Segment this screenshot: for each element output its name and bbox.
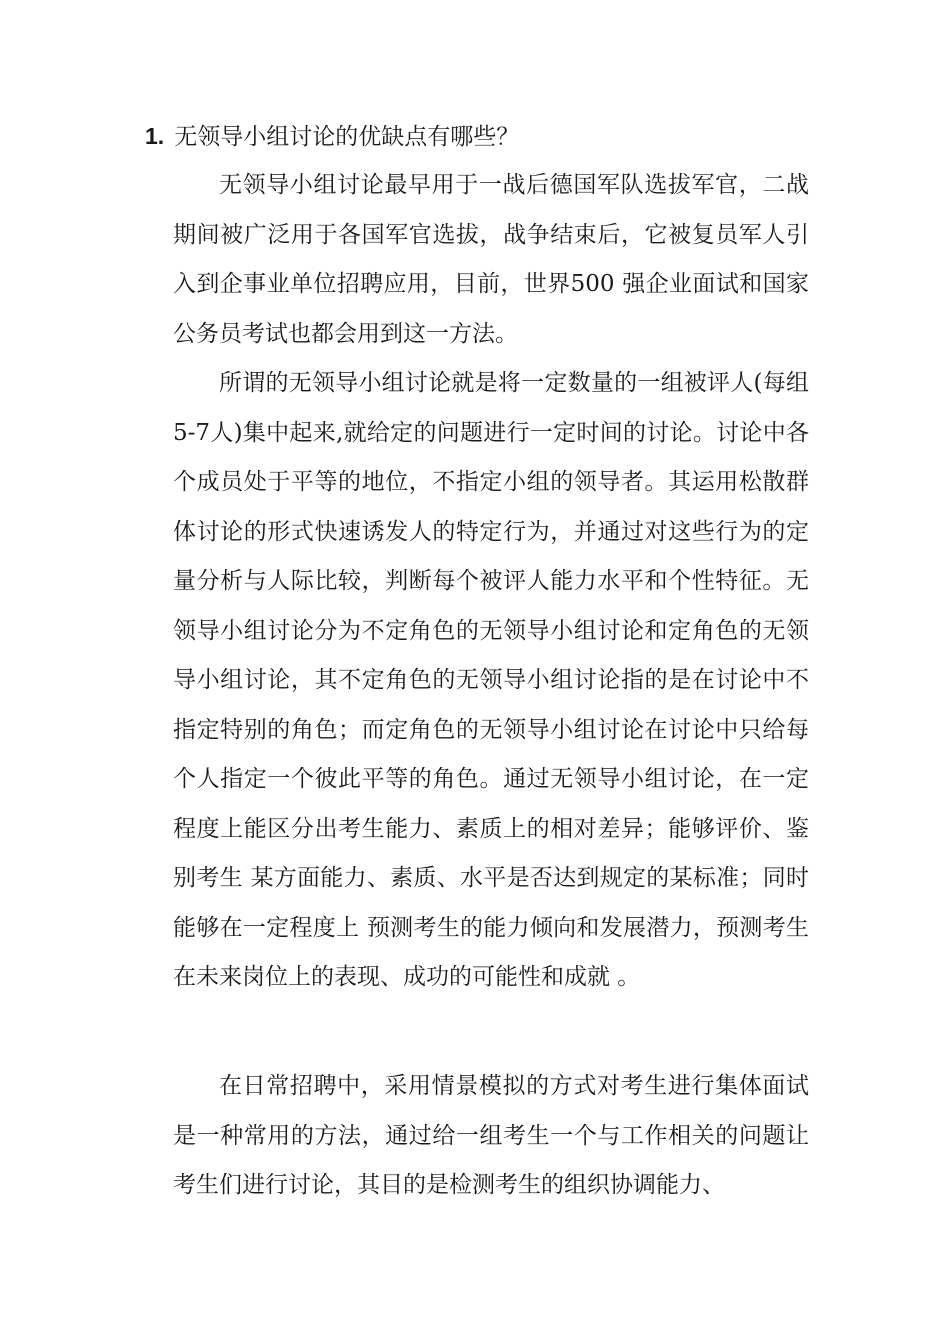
paragraph-text: 所谓的无领导小组讨论就是将一定数量的一组被评人(每组5-7人)集中起来,就给定的问题进行一定时间的讨论。讨论中各个成员处于平等的地位，不指定小组的领导者。其运用松散群体讨论的形式快速诱发人的特定行为，并通过对这些行为的定量分析与人际比较，判断每个被评人能力水平和个性特征。无领导小组讨论分为不定角色的无领导小组讨论和定角色的无领导小组讨论，其不定角色的无领导小组讨论指的是在讨论中不指定特别的角色；而定角色的无领导小组讨论在讨论中只给每个人指定一个彼此平等的角色。通过无领导小组讨论，在一定程度上能区分出考生能力、素质上的相对差异；能够评价、鉴别考生 某方面能力、素质、水平是否达到规定的某标准；同时能够在一定程度上 预测考生的能力倾向和发展潜力，预测考生在未来岗位上的表现、成功的可能性和成就 。 (173, 370, 809, 990)
question-title: 无领导小组讨论的优缺点有哪些？ (174, 124, 520, 150)
paragraph-text: 在日常招聘中，采用情景模拟的方式对考生进行集体面试是一种常用的方法，通过给一组考生一个与工作相关的问题让考生们进行讨论，其目的是检测考生的组织协调能力、 (173, 1073, 809, 1198)
paragraph-definition (173, 359, 809, 1003)
paragraph-text: 无领导小组讨论最早用于一战后德国军队选拔军官，二战期间被广泛用于各国军官选拔，战争结束后，它被复员军人引入到企事业单位招聘应用，目前，世界500 强企业面试和国家公务员考试也都会用到这一方法。 (173, 172, 809, 347)
paragraph-history (173, 161, 809, 359)
question-number: 1. (145, 123, 165, 149)
paragraph-recruitment (173, 1062, 809, 1211)
question-heading (145, 118, 519, 155)
